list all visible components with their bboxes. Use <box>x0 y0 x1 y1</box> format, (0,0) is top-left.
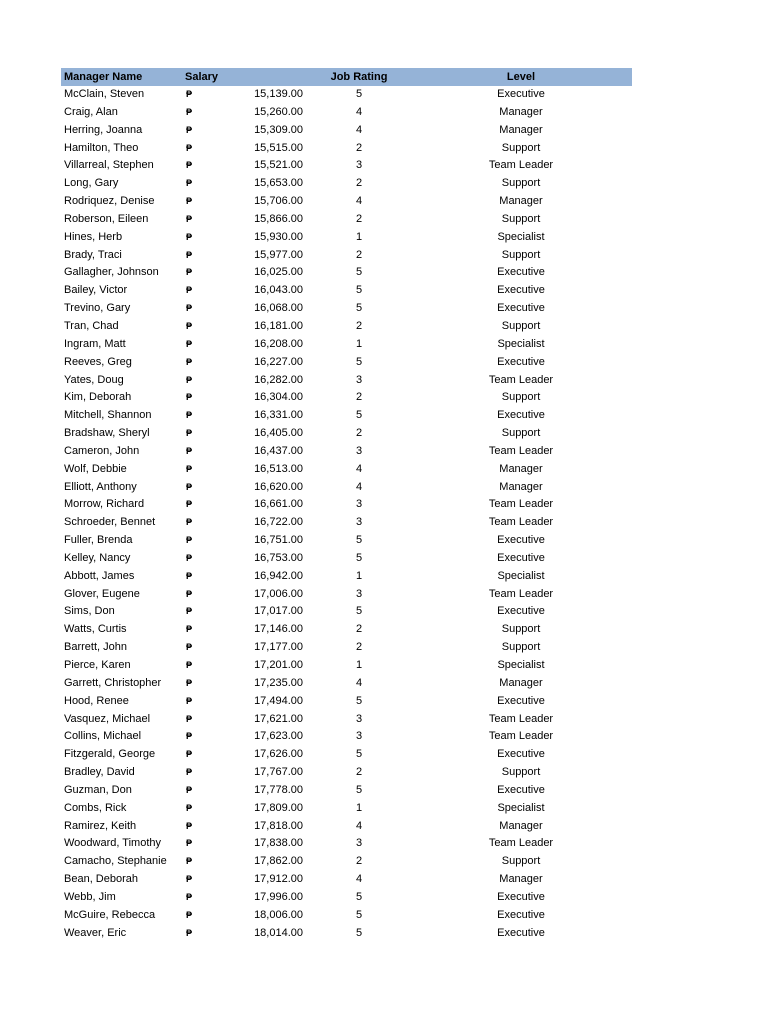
manager-name-cell[interactable]: Ramirez, Keith <box>64 819 137 832</box>
manager-name-cell[interactable]: Villarreal, Stephen <box>64 159 154 172</box>
manager-name-cell[interactable]: Rodriquez, Denise <box>64 195 155 208</box>
job-rating-cell[interactable]: 2 <box>355 427 363 440</box>
level-cell[interactable]: Support <box>501 319 541 332</box>
job-rating-cell[interactable]: 4 <box>355 195 363 208</box>
table-row <box>61 407 632 425</box>
manager-name-cell[interactable]: McClain, Steven <box>64 88 145 100</box>
salary-cell[interactable]: 15,930.00 <box>254 230 303 243</box>
currency-symbol[interactable]: ₱ <box>186 410 193 421</box>
currency-symbol[interactable]: ₱ <box>186 106 193 117</box>
salary-cell[interactable]: 17,818.00 <box>254 819 303 832</box>
job-rating-cell[interactable]: 2 <box>355 248 363 261</box>
level-cell[interactable]: Manager <box>499 462 543 475</box>
currency-symbol[interactable]: ₱ <box>186 784 193 795</box>
table-row <box>61 336 632 354</box>
level-cell[interactable]: Support <box>501 391 541 404</box>
currency-symbol[interactable]: ₱ <box>186 517 193 528</box>
level-cell[interactable]: Support <box>501 141 541 154</box>
level-cell[interactable]: Manager <box>499 123 543 136</box>
salary-cell[interactable]: 17,778.00 <box>254 783 303 796</box>
job-rating-cell[interactable]: 5 <box>355 890 363 903</box>
table-row <box>61 657 632 675</box>
job-rating-cell[interactable]: 2 <box>355 641 363 654</box>
manager-name-cell[interactable]: Bean, Deborah <box>64 873 138 886</box>
manager-name-cell[interactable]: Kim, Deborah <box>64 391 132 404</box>
table-row <box>61 871 632 889</box>
table-row <box>61 853 632 871</box>
level-cell[interactable]: Executive <box>497 890 545 903</box>
salary-cell[interactable]: 17,809.00 <box>254 801 303 814</box>
manager-name-cell[interactable]: Bailey, Victor <box>64 284 128 297</box>
level-cell[interactable]: Executive <box>497 88 545 100</box>
job-rating-cell[interactable]: 1 <box>355 337 363 350</box>
level-cell[interactable]: Manager <box>499 480 543 493</box>
manager-name-cell[interactable]: Roberson, Eileen <box>64 212 149 225</box>
table-row <box>61 782 632 800</box>
level-cell[interactable]: Executive <box>497 355 545 368</box>
level-cell[interactable]: Team Leader <box>488 837 554 850</box>
currency-symbol[interactable]: ₱ <box>186 213 193 224</box>
salary-cell[interactable]: 17,626.00 <box>254 748 303 761</box>
salary-cell[interactable]: 16,513.00 <box>254 462 303 475</box>
table-row <box>61 282 632 300</box>
job-rating-cell[interactable]: 5 <box>355 534 363 547</box>
manager-name-cell[interactable]: Tran, Chad <box>64 319 119 332</box>
currency-symbol[interactable]: ₱ <box>186 838 193 849</box>
job-rating-cell[interactable]: 1 <box>355 659 363 671</box>
salary-cell[interactable]: 16,753.00 <box>254 551 303 564</box>
level-cell[interactable]: Team Leader <box>488 373 554 386</box>
table-row <box>61 425 632 443</box>
level-cell[interactable]: Specialist <box>497 337 545 350</box>
table-row <box>61 800 632 818</box>
table-row <box>61 728 632 746</box>
job-rating-cell[interactable]: 4 <box>355 676 363 689</box>
currency-symbol[interactable]: ₱ <box>186 481 193 492</box>
job-rating-cell[interactable]: 5 <box>355 551 363 564</box>
job-rating-cell[interactable]: 1 <box>355 230 363 243</box>
salary-cell[interactable]: 17,177.00 <box>254 641 303 654</box>
salary-cell[interactable]: 18,006.00 <box>254 908 303 921</box>
job-rating-cell[interactable]: 5 <box>355 926 363 939</box>
header-job-rating[interactable]: Job Rating <box>330 71 388 83</box>
job-rating-cell[interactable]: 5 <box>355 302 363 315</box>
table-row <box>61 264 632 282</box>
header-level[interactable]: Level <box>506 71 536 83</box>
job-rating-cell[interactable]: 1 <box>355 569 363 582</box>
currency-symbol[interactable]: ₱ <box>186 642 193 653</box>
salary-cell[interactable]: 17,767.00 <box>254 766 303 779</box>
manager-name-cell[interactable]: Fitzgerald, George <box>64 748 156 761</box>
manager-name-cell[interactable]: Hood, Renee <box>64 694 129 707</box>
currency-symbol[interactable]: ₱ <box>186 320 193 331</box>
manager-name-cell[interactable]: Sims, Don <box>64 605 115 618</box>
currency-symbol[interactable]: ₱ <box>186 660 193 670</box>
job-rating-cell[interactable]: 4 <box>355 480 363 493</box>
salary-cell[interactable]: 16,227.00 <box>254 355 303 368</box>
table-row <box>61 550 632 568</box>
level-cell[interactable]: Specialist <box>497 801 545 814</box>
job-rating-cell[interactable]: 3 <box>355 373 363 386</box>
job-rating-cell[interactable]: 4 <box>355 873 363 886</box>
job-rating-cell[interactable]: 2 <box>355 319 363 332</box>
salary-cell[interactable]: 16,722.00 <box>254 516 303 529</box>
manager-name-cell[interactable]: Trevino, Gary <box>64 302 131 315</box>
manager-name-cell[interactable]: Guzman, Don <box>64 783 132 796</box>
job-rating-cell[interactable]: 5 <box>355 409 363 422</box>
salary-cell[interactable]: 16,282.00 <box>254 373 303 386</box>
manager-name-cell[interactable]: McGuire, Rebecca <box>64 908 156 921</box>
job-rating-cell[interactable]: 2 <box>355 623 363 636</box>
header-manager-name[interactable]: Manager Name <box>64 71 143 83</box>
currency-symbol[interactable]: ₱ <box>186 731 193 742</box>
job-rating-cell[interactable]: 2 <box>355 766 363 779</box>
currency-symbol[interactable]: ₱ <box>186 285 193 296</box>
salary-cell[interactable]: 16,025.00 <box>254 266 303 279</box>
table-row <box>61 461 632 479</box>
table-row <box>61 711 632 729</box>
salary-cell[interactable]: 17,621.00 <box>254 712 303 725</box>
currency-symbol[interactable]: ₱ <box>186 338 193 349</box>
salary-cell[interactable]: 15,653.00 <box>254 177 303 190</box>
salary-cell[interactable]: 17,235.00 <box>254 676 303 689</box>
currency-symbol[interactable]: ₱ <box>186 624 193 635</box>
salary-cell[interactable]: 17,912.00 <box>254 873 303 886</box>
level-cell[interactable]: Support <box>501 427 541 440</box>
currency-symbol[interactable]: ₱ <box>186 802 193 813</box>
level-cell[interactable]: Executive <box>497 783 545 796</box>
job-rating-cell[interactable]: 3 <box>355 159 363 172</box>
job-rating-cell[interactable]: 3 <box>355 730 363 743</box>
level-cell[interactable]: Specialist <box>497 230 545 243</box>
level-cell[interactable]: Support <box>501 855 541 868</box>
currency-symbol[interactable]: ₱ <box>186 677 193 688</box>
level-cell[interactable]: Team Leader <box>488 444 554 457</box>
manager-name-cell[interactable]: Pierce, Karen <box>64 659 131 671</box>
level-cell[interactable]: Manager <box>499 195 543 208</box>
salary-cell[interactable]: 17,862.00 <box>254 855 303 868</box>
table-row <box>61 247 632 265</box>
salary-cell[interactable]: 17,017.00 <box>254 605 303 618</box>
table-row <box>61 621 632 639</box>
manager-name-cell[interactable]: Glover, Eugene <box>64 587 140 600</box>
table-row <box>61 496 632 514</box>
salary-cell[interactable]: 15,706.00 <box>254 195 303 208</box>
table-row <box>61 925 632 943</box>
manager-name-cell[interactable]: Schroeder, Bennet <box>64 516 156 529</box>
table-row <box>61 372 632 390</box>
manager-name-cell[interactable]: Wolf, Debbie <box>64 462 127 475</box>
manager-name-cell[interactable]: Garrett, Christopher <box>64 676 162 689</box>
job-rating-cell[interactable]: 5 <box>355 783 363 796</box>
table-row <box>61 443 632 461</box>
table-row <box>61 764 632 782</box>
table-row <box>61 229 632 247</box>
level-cell[interactable]: Executive <box>497 605 545 618</box>
level-cell[interactable]: Executive <box>497 302 545 315</box>
salary-cell[interactable]: 15,139.00 <box>254 88 303 100</box>
job-rating-cell[interactable]: 1 <box>355 801 363 814</box>
salary-cell[interactable]: 18,014.00 <box>254 926 303 939</box>
manager-name-cell[interactable]: Ingram, Matt <box>64 337 126 350</box>
job-rating-cell[interactable]: 2 <box>355 177 363 190</box>
currency-symbol[interactable]: ₱ <box>186 909 193 920</box>
table-row <box>61 193 632 211</box>
level-cell[interactable]: Executive <box>497 908 545 921</box>
job-rating-cell[interactable]: 3 <box>355 837 363 850</box>
job-rating-cell[interactable]: 2 <box>355 855 363 868</box>
currency-symbol[interactable]: ₱ <box>186 695 193 706</box>
currency-symbol[interactable]: ₱ <box>186 303 193 314</box>
currency-symbol[interactable]: ₱ <box>186 124 193 135</box>
currency-symbol[interactable]: ₱ <box>186 142 193 153</box>
salary-cell[interactable]: 15,515.00 <box>254 141 303 154</box>
table-row <box>61 818 632 836</box>
table-row <box>61 86 632 104</box>
level-cell[interactable]: Team Leader <box>488 159 554 172</box>
manager-name-cell[interactable]: Kelley, Nancy <box>64 551 131 564</box>
job-rating-cell[interactable]: 5 <box>355 355 363 368</box>
level-cell[interactable]: Support <box>501 212 541 225</box>
salary-cell[interactable]: 16,181.00 <box>254 319 303 332</box>
currency-symbol[interactable]: ₱ <box>186 588 193 599</box>
salary-cell[interactable]: 17,623.00 <box>254 730 303 743</box>
salary-cell[interactable]: 15,977.00 <box>254 248 303 261</box>
spreadsheet-table <box>61 68 632 943</box>
table-row <box>61 693 632 711</box>
level-cell[interactable]: Team Leader <box>488 712 554 725</box>
manager-name-cell[interactable]: Fuller, Brenda <box>64 534 133 547</box>
table-row <box>61 889 632 907</box>
table-row <box>61 479 632 497</box>
manager-name-cell[interactable]: Abbott, James <box>64 569 135 582</box>
currency-symbol[interactable]: ₱ <box>186 856 193 867</box>
table-row <box>61 211 632 229</box>
level-cell[interactable]: Specialist <box>497 569 545 582</box>
table-row <box>61 639 632 657</box>
manager-name-cell[interactable]: Hines, Herb <box>64 230 123 243</box>
level-cell[interactable]: Executive <box>497 694 545 707</box>
currency-symbol[interactable]: ₱ <box>186 463 193 474</box>
currency-symbol[interactable]: ₱ <box>186 552 193 563</box>
job-rating-cell[interactable]: 2 <box>355 141 363 154</box>
table-row <box>61 675 632 693</box>
level-cell[interactable]: Manager <box>499 676 543 689</box>
job-rating-cell[interactable]: 4 <box>355 123 363 136</box>
level-cell[interactable]: Executive <box>497 284 545 297</box>
level-cell[interactable]: Support <box>501 248 541 261</box>
level-cell[interactable]: Executive <box>497 409 545 422</box>
manager-name-cell[interactable]: Collins, Michael <box>64 730 142 743</box>
salary-cell[interactable]: 15,521.00 <box>254 159 303 172</box>
salary-cell[interactable]: 16,751.00 <box>254 534 303 547</box>
manager-name-cell[interactable]: Brady, Traci <box>64 248 122 261</box>
manager-name-cell[interactable]: Gallagher, Johnson <box>64 266 159 279</box>
currency-symbol[interactable]: ₱ <box>186 196 193 207</box>
manager-name-cell[interactable]: Camacho, Stephanie <box>64 855 167 868</box>
job-rating-cell[interactable]: 2 <box>355 212 363 225</box>
table-row <box>61 104 632 122</box>
table-row <box>61 907 632 925</box>
level-cell[interactable]: Executive <box>497 551 545 564</box>
level-cell[interactable]: Executive <box>497 748 545 761</box>
job-rating-cell[interactable]: 3 <box>355 444 363 457</box>
manager-name-cell[interactable]: Morrow, Richard <box>64 498 145 511</box>
job-rating-cell[interactable]: 5 <box>355 908 363 921</box>
job-rating-cell[interactable]: 5 <box>355 605 363 618</box>
job-rating-cell[interactable]: 5 <box>355 284 363 297</box>
salary-cell[interactable]: 16,405.00 <box>254 427 303 440</box>
currency-symbol[interactable]: ₱ <box>186 445 193 456</box>
job-rating-cell[interactable]: 3 <box>355 587 363 600</box>
salary-cell[interactable]: 16,661.00 <box>254 498 303 511</box>
currency-symbol[interactable]: ₱ <box>186 713 193 724</box>
level-cell[interactable]: Executive <box>497 534 545 547</box>
level-cell[interactable]: Executive <box>497 926 545 939</box>
job-rating-cell[interactable]: 2 <box>355 391 363 404</box>
currency-symbol[interactable]: ₱ <box>186 356 193 367</box>
table-row <box>61 318 632 336</box>
table-row <box>61 389 632 407</box>
currency-symbol[interactable]: ₱ <box>186 891 193 902</box>
job-rating-cell[interactable]: 3 <box>355 498 363 511</box>
currency-symbol[interactable]: ₱ <box>186 535 193 546</box>
manager-name-cell[interactable]: Cameron, John <box>64 444 140 457</box>
currency-symbol[interactable]: ₱ <box>186 89 193 99</box>
manager-name-cell[interactable]: Yates, Doug <box>64 373 124 386</box>
currency-symbol[interactable]: ₱ <box>186 820 193 831</box>
salary-cell[interactable]: 16,068.00 <box>254 302 303 315</box>
currency-symbol[interactable]: ₱ <box>186 231 193 242</box>
salary-cell[interactable]: 17,006.00 <box>254 587 303 600</box>
salary-cell[interactable]: 16,304.00 <box>254 391 303 404</box>
manager-name-cell[interactable]: Long, Gary <box>64 177 119 190</box>
level-cell[interactable]: Support <box>501 641 541 654</box>
table-row <box>61 157 632 175</box>
job-rating-cell[interactable]: 3 <box>355 712 363 725</box>
currency-symbol[interactable]: ₱ <box>186 267 193 278</box>
salary-cell[interactable]: 16,331.00 <box>254 409 303 422</box>
currency-symbol[interactable]: ₱ <box>186 499 193 510</box>
currency-symbol[interactable]: ₱ <box>186 160 193 171</box>
table-row <box>61 586 632 604</box>
header-row <box>61 68 632 86</box>
table-row <box>61 300 632 318</box>
table-row <box>61 532 632 550</box>
level-cell[interactable]: Team Leader <box>488 587 554 600</box>
salary-cell[interactable]: 17,494.00 <box>254 694 303 707</box>
currency-symbol[interactable]: ₱ <box>186 570 193 581</box>
manager-name-cell[interactable]: Barrett, John <box>64 641 127 654</box>
manager-name-cell[interactable]: Hamilton, Theo <box>64 141 139 154</box>
table-row <box>61 568 632 586</box>
currency-symbol[interactable]: ₱ <box>186 392 193 403</box>
manager-name-cell[interactable]: Mitchell, Shannon <box>64 409 152 422</box>
job-rating-cell[interactable]: 5 <box>355 266 363 279</box>
level-cell[interactable]: Executive <box>497 266 545 279</box>
table-row <box>61 354 632 372</box>
table-row <box>61 175 632 193</box>
currency-symbol[interactable]: ₱ <box>186 178 193 189</box>
job-rating-cell[interactable]: 5 <box>355 748 363 761</box>
manager-name-cell[interactable]: Bradshaw, Sheryl <box>64 427 150 440</box>
manager-name-cell[interactable]: Herring, Joanna <box>64 123 143 136</box>
currency-symbol[interactable]: ₱ <box>186 874 193 885</box>
salary-cell[interactable]: 16,208.00 <box>254 337 303 350</box>
currency-symbol[interactable]: ₱ <box>186 606 193 617</box>
table-row <box>61 140 632 158</box>
currency-symbol[interactable]: ₱ <box>186 927 193 938</box>
salary-cell[interactable]: 17,838.00 <box>254 837 303 850</box>
salary-cell[interactable]: 17,996.00 <box>254 890 303 903</box>
currency-symbol[interactable]: ₱ <box>186 767 193 778</box>
salary-cell[interactable]: 15,309.00 <box>254 123 303 136</box>
job-rating-cell[interactable]: 5 <box>355 694 363 707</box>
table-row <box>61 122 632 140</box>
job-rating-cell[interactable]: 4 <box>355 462 363 475</box>
currency-symbol[interactable]: ₱ <box>186 428 193 439</box>
manager-name-cell[interactable]: Vasquez, Michael <box>64 712 151 725</box>
manager-name-cell[interactable]: Bradley, David <box>64 766 135 779</box>
level-cell[interactable]: Manager <box>499 105 543 118</box>
manager-name-cell[interactable]: Reeves, Greg <box>64 355 132 368</box>
table-row <box>61 603 632 621</box>
level-cell[interactable]: Specialist <box>497 659 545 671</box>
currency-symbol[interactable]: ₱ <box>186 749 193 760</box>
salary-cell[interactable]: 16,942.00 <box>254 569 303 582</box>
level-cell[interactable]: Team Leader <box>488 730 554 743</box>
manager-name-cell[interactable]: Combs, Rick <box>64 801 127 814</box>
level-cell[interactable]: Manager <box>499 819 543 832</box>
job-rating-cell[interactable]: 5 <box>355 88 363 100</box>
level-cell[interactable]: Team Leader <box>488 498 554 511</box>
salary-cell[interactable]: 15,260.00 <box>254 105 303 118</box>
header-salary[interactable]: Salary <box>185 71 219 83</box>
table-row <box>61 835 632 853</box>
manager-name-cell[interactable]: Woodward, Timothy <box>64 837 162 850</box>
level-cell[interactable]: Manager <box>499 873 543 886</box>
level-cell[interactable]: Team Leader <box>488 516 554 529</box>
job-rating-cell[interactable]: 3 <box>355 516 363 529</box>
table-row <box>61 746 632 764</box>
currency-symbol[interactable]: ₱ <box>186 374 193 385</box>
level-cell[interactable]: Support <box>501 177 541 190</box>
manager-name-cell[interactable]: Webb, Jim <box>64 890 116 903</box>
job-rating-cell[interactable]: 4 <box>355 105 363 118</box>
manager-name-cell[interactable]: Elliott, Anthony <box>64 480 137 493</box>
manager-name-cell[interactable]: Weaver, Eric <box>64 926 127 939</box>
salary-cell[interactable]: 16,437.00 <box>254 444 303 457</box>
manager-name-cell[interactable]: Watts, Curtis <box>64 623 127 636</box>
salary-cell[interactable]: 16,043.00 <box>254 284 303 297</box>
level-cell[interactable]: Support <box>501 623 541 636</box>
job-rating-cell[interactable]: 4 <box>355 819 363 832</box>
level-cell[interactable]: Support <box>501 766 541 779</box>
salary-cell[interactable]: 15,866.00 <box>254 212 303 225</box>
table-row <box>61 514 632 532</box>
salary-cell[interactable]: 17,146.00 <box>254 623 303 636</box>
currency-symbol[interactable]: ₱ <box>186 249 193 260</box>
salary-cell[interactable]: 17,201.00 <box>254 659 303 671</box>
salary-cell[interactable]: 16,620.00 <box>254 480 303 493</box>
manager-name-cell[interactable]: Craig, Alan <box>64 105 118 118</box>
table-body <box>61 86 632 943</box>
